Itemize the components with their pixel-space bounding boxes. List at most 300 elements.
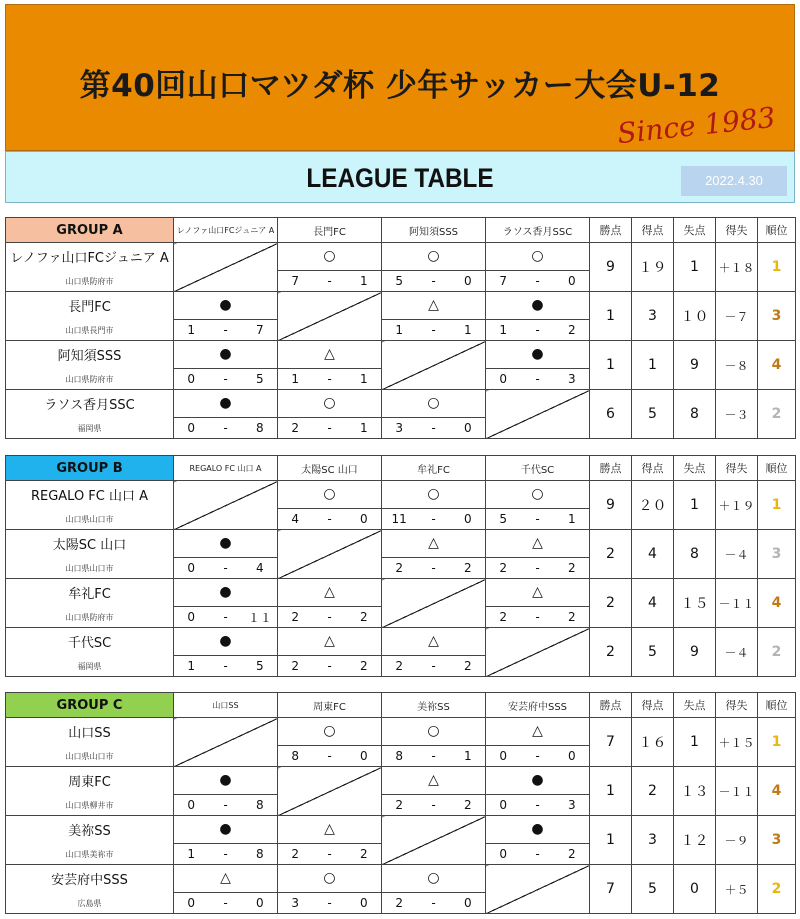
score-for: 2	[499, 561, 507, 575]
match-result-cell	[486, 718, 590, 767]
team-location: 山口県山口市	[65, 564, 114, 573]
score-dash: -	[223, 610, 228, 624]
match-result-cell	[382, 292, 486, 341]
points-value: 1	[590, 767, 632, 816]
rank-value: 2	[758, 628, 796, 677]
table-row	[6, 530, 796, 579]
result-mark: △	[324, 633, 335, 649]
score-against: 5	[256, 372, 264, 386]
score-dash: -	[535, 561, 540, 575]
points-value: 1	[590, 341, 632, 390]
goals-against-value: 0	[674, 865, 716, 914]
match-result-cell	[382, 628, 486, 677]
match-result-cell	[486, 816, 590, 865]
score-dash: -	[535, 749, 540, 763]
opponent-column-header: レノファ山口FCジュニア A	[174, 218, 278, 243]
score-dash: -	[327, 610, 332, 624]
score-for: 1	[291, 372, 299, 386]
match-score	[486, 557, 589, 578]
score-for: 0	[187, 421, 195, 435]
result-mark: ○	[427, 395, 440, 411]
match-score	[382, 794, 485, 815]
score-dash: -	[535, 847, 540, 861]
title-banner	[5, 4, 795, 151]
goals-for-value: 5	[632, 390, 674, 439]
score-against: 1	[568, 512, 576, 526]
match-score	[486, 794, 589, 815]
opponent-column-header: 阿知須SSS	[382, 218, 486, 243]
team-name: 山口SS	[68, 726, 111, 741]
match-result-cell	[382, 481, 486, 530]
goals-against-value: １２	[674, 816, 716, 865]
rank-value: 2	[758, 390, 796, 439]
opponent-column-header: 美祢SS	[382, 693, 486, 718]
score-for: 0	[187, 798, 195, 812]
self-match-cell	[174, 243, 278, 292]
score-for: 2	[291, 610, 299, 624]
match-score	[174, 606, 277, 627]
team-location: 山口県長門市	[65, 326, 114, 335]
team-name: 阿知須SSS	[57, 349, 122, 364]
stat-column-header: 順位	[758, 693, 796, 718]
score-dash: -	[223, 561, 228, 575]
score-dash: -	[327, 749, 332, 763]
score-dash: -	[431, 896, 436, 910]
points-value: 6	[590, 390, 632, 439]
score-against: 2	[568, 610, 576, 624]
result-mark: ○	[323, 248, 336, 264]
score-dash: -	[535, 323, 540, 337]
match-score	[278, 892, 381, 913]
group-table	[5, 217, 796, 439]
opponent-column-header: REGALO FC 山口 A	[174, 456, 278, 481]
score-for: 2	[395, 561, 403, 575]
score-dash: -	[327, 274, 332, 288]
score-for: 0	[499, 749, 507, 763]
score-for: 5	[395, 274, 403, 288]
score-against: 1	[464, 749, 472, 763]
score-against: １１	[247, 610, 272, 625]
score-for: 11	[391, 512, 407, 526]
match-result-cell	[174, 292, 278, 341]
match-result-cell	[382, 243, 486, 292]
league-table-bar	[5, 151, 795, 203]
match-score	[486, 843, 589, 864]
score-against: 0	[464, 421, 472, 435]
score-dash: -	[327, 896, 332, 910]
result-mark: △	[532, 535, 543, 551]
match-result-cell	[486, 341, 590, 390]
goals-against-value: １５	[674, 579, 716, 628]
score-for: 8	[395, 749, 403, 763]
match-result-cell	[174, 579, 278, 628]
score-against: 1	[360, 372, 368, 386]
score-against: 3	[568, 798, 576, 812]
result-mark: ○	[427, 723, 440, 739]
match-result-cell	[174, 628, 278, 677]
score-dash: -	[223, 896, 228, 910]
match-score	[278, 270, 381, 291]
score-against: 1	[360, 421, 368, 435]
match-result-cell	[174, 767, 278, 816]
result-mark: △	[428, 633, 439, 649]
match-score	[278, 843, 381, 864]
team-name: レノファ山口FCジュニア A	[10, 251, 169, 266]
score-against: 0	[568, 749, 576, 763]
team-name: 太陽SC 山口	[52, 538, 127, 553]
stat-column-header: 得失	[716, 456, 758, 481]
team-cell	[6, 390, 174, 439]
opponent-column-header: 千代SC	[486, 456, 590, 481]
score-dash: -	[327, 512, 332, 526]
match-score	[278, 655, 381, 676]
result-mark: ○	[427, 248, 440, 264]
self-match-cell	[486, 628, 590, 677]
score-dash: -	[535, 512, 540, 526]
self-match-cell	[382, 341, 486, 390]
match-score	[174, 794, 277, 815]
goals-for-value: １９	[632, 243, 674, 292]
stat-column-header: 順位	[758, 218, 796, 243]
goal-difference-value: －４	[716, 628, 758, 677]
score-dash: -	[223, 659, 228, 673]
tournament-title: 第40回山口マツダ杯 少年サッカー大会U-12	[79, 68, 721, 104]
result-mark: ●	[531, 297, 544, 313]
score-dash: -	[535, 610, 540, 624]
match-score	[174, 417, 277, 438]
self-match-cell	[382, 579, 486, 628]
team-cell	[6, 292, 174, 341]
score-dash: -	[327, 659, 332, 673]
match-score	[174, 557, 277, 578]
group-name: GROUP C	[6, 693, 174, 718]
score-against: 4	[256, 561, 264, 575]
match-score	[278, 606, 381, 627]
match-result-cell	[278, 628, 382, 677]
score-against: 2	[568, 847, 576, 861]
result-mark: ○	[531, 486, 544, 502]
match-result-cell	[486, 530, 590, 579]
score-against: 2	[464, 798, 472, 812]
result-mark: △	[428, 535, 439, 551]
match-score	[278, 368, 381, 389]
match-result-cell	[382, 767, 486, 816]
match-result-cell	[278, 865, 382, 914]
match-result-cell	[174, 865, 278, 914]
group-name: GROUP A	[6, 218, 174, 243]
score-for: 1	[187, 847, 195, 861]
rank-value: 1	[758, 481, 796, 530]
result-mark: ●	[531, 772, 544, 788]
score-against: 0	[360, 896, 368, 910]
team-location: 福岡県	[77, 662, 102, 671]
table-row	[6, 243, 796, 292]
match-score	[278, 745, 381, 766]
opponent-column-header: 山口SS	[174, 693, 278, 718]
result-mark: △	[324, 346, 335, 362]
match-score	[382, 745, 485, 766]
goals-against-value: 9	[674, 628, 716, 677]
self-match-cell	[382, 816, 486, 865]
stat-column-header: 得点	[632, 456, 674, 481]
match-score	[382, 417, 485, 438]
match-result-cell	[174, 390, 278, 439]
match-result-cell	[382, 865, 486, 914]
result-mark: ●	[219, 297, 232, 313]
match-result-cell	[486, 243, 590, 292]
result-mark: ●	[219, 821, 232, 837]
match-score	[486, 508, 589, 529]
score-dash: -	[431, 561, 436, 575]
result-mark: ○	[323, 723, 336, 739]
result-mark: △	[324, 584, 335, 600]
points-value: 1	[590, 292, 632, 341]
team-cell	[6, 865, 174, 914]
points-value: 7	[590, 718, 632, 767]
table-row	[6, 767, 796, 816]
score-for: 0	[187, 561, 195, 575]
stat-column-header: 得失	[716, 218, 758, 243]
score-for: 2	[395, 896, 403, 910]
score-dash: -	[431, 798, 436, 812]
score-for: 0	[187, 372, 195, 386]
score-against: 0	[464, 896, 472, 910]
result-mark: ●	[219, 395, 232, 411]
table-row	[6, 579, 796, 628]
group-table	[5, 455, 796, 677]
score-dash: -	[535, 798, 540, 812]
self-match-cell	[486, 865, 590, 914]
score-dash: -	[431, 749, 436, 763]
rank-value: 1	[758, 718, 796, 767]
result-mark: △	[428, 297, 439, 313]
match-score	[486, 270, 589, 291]
result-mark: △	[428, 772, 439, 788]
score-dash: -	[535, 372, 540, 386]
score-for: 3	[291, 896, 299, 910]
score-for: 2	[499, 610, 507, 624]
match-score	[174, 655, 277, 676]
team-cell	[6, 579, 174, 628]
rank-value: 3	[758, 530, 796, 579]
stat-column-header: 勝点	[590, 456, 632, 481]
match-score	[174, 892, 277, 913]
score-dash: -	[431, 421, 436, 435]
score-against: 8	[256, 798, 264, 812]
match-result-cell	[278, 243, 382, 292]
score-dash: -	[327, 847, 332, 861]
group-table	[5, 692, 796, 914]
match-result-cell	[278, 816, 382, 865]
goal-difference-value: －９	[716, 816, 758, 865]
team-cell	[6, 530, 174, 579]
team-name: 安芸府中SSS	[51, 873, 128, 888]
team-name: ラソス香月SSC	[44, 398, 135, 413]
score-dash: -	[431, 274, 436, 288]
score-dash: -	[431, 659, 436, 673]
goal-difference-value: －１１	[716, 579, 758, 628]
team-cell	[6, 767, 174, 816]
team-location: 山口県防府市	[65, 277, 114, 286]
team-name: 長門FC	[68, 300, 111, 315]
score-for: 0	[499, 798, 507, 812]
score-dash: -	[327, 421, 332, 435]
goals-for-value: ２０	[632, 481, 674, 530]
date-badge: 2022.4.30	[681, 166, 787, 196]
match-result-cell	[486, 481, 590, 530]
match-result-cell	[174, 816, 278, 865]
score-against: 2	[360, 659, 368, 673]
self-match-cell	[278, 292, 382, 341]
match-score	[382, 319, 485, 340]
points-value: 9	[590, 481, 632, 530]
rank-value: 4	[758, 341, 796, 390]
points-value: 2	[590, 628, 632, 677]
team-cell	[6, 816, 174, 865]
goal-difference-value: －７	[716, 292, 758, 341]
score-for: 0	[499, 847, 507, 861]
score-dash: -	[431, 512, 436, 526]
match-result-cell	[486, 767, 590, 816]
result-mark: △	[532, 584, 543, 600]
team-location: 山口県山口市	[65, 515, 114, 524]
goals-for-value: 1	[632, 341, 674, 390]
result-mark: ●	[219, 346, 232, 362]
result-mark: ○	[323, 486, 336, 502]
score-for: 2	[395, 659, 403, 673]
goals-against-value: 8	[674, 530, 716, 579]
team-name: 周東FC	[68, 775, 111, 790]
table-row	[6, 341, 796, 390]
score-for: 1	[499, 323, 507, 337]
match-result-cell	[278, 718, 382, 767]
match-score	[486, 319, 589, 340]
match-score	[278, 417, 381, 438]
goals-for-value: 3	[632, 292, 674, 341]
result-mark: △	[220, 870, 231, 886]
match-result-cell	[382, 390, 486, 439]
score-against: 0	[464, 512, 472, 526]
team-cell	[6, 243, 174, 292]
score-against: 2	[360, 610, 368, 624]
result-mark: ○	[531, 248, 544, 264]
goal-difference-value: －４	[716, 530, 758, 579]
score-for: 0	[499, 372, 507, 386]
score-dash: -	[223, 798, 228, 812]
goals-against-value: 1	[674, 481, 716, 530]
team-cell	[6, 718, 174, 767]
rank-value: 1	[758, 243, 796, 292]
goal-difference-value: ＋１８	[716, 243, 758, 292]
team-cell	[6, 481, 174, 530]
score-for: 0	[187, 896, 195, 910]
score-against: 7	[256, 323, 264, 337]
score-dash: -	[431, 323, 436, 337]
table-row	[6, 816, 796, 865]
rank-value: 3	[758, 292, 796, 341]
match-result-cell	[486, 292, 590, 341]
result-mark: ●	[219, 772, 232, 788]
team-location: 山口県山口市	[65, 752, 114, 761]
goals-against-value: １０	[674, 292, 716, 341]
table-row	[6, 628, 796, 677]
goal-difference-value: ＋５	[716, 865, 758, 914]
team-name: 牟礼FC	[68, 587, 111, 602]
score-against: 0	[256, 896, 264, 910]
goals-against-value: 1	[674, 243, 716, 292]
score-for: 1	[187, 659, 195, 673]
score-against: 8	[256, 421, 264, 435]
team-name: 美祢SS	[68, 824, 111, 839]
points-value: 7	[590, 865, 632, 914]
self-match-cell	[174, 718, 278, 767]
team-location: 山口県美祢市	[65, 850, 114, 859]
result-mark: ○	[427, 486, 440, 502]
stat-column-header: 得点	[632, 218, 674, 243]
points-value: 1	[590, 816, 632, 865]
goals-against-value: 8	[674, 390, 716, 439]
rank-value: 4	[758, 579, 796, 628]
goals-for-value: 2	[632, 767, 674, 816]
stat-column-header: 失点	[674, 693, 716, 718]
result-mark: △	[324, 821, 335, 837]
score-for: 4	[291, 512, 299, 526]
result-mark: ○	[323, 870, 336, 886]
self-match-cell	[278, 767, 382, 816]
score-dash: -	[535, 274, 540, 288]
table-row	[6, 718, 796, 767]
score-for: 2	[291, 659, 299, 673]
self-match-cell	[174, 481, 278, 530]
result-mark: ○	[323, 395, 336, 411]
match-result-cell	[278, 481, 382, 530]
stat-column-header: 順位	[758, 456, 796, 481]
table-row	[6, 292, 796, 341]
match-score	[382, 508, 485, 529]
score-for: 1	[395, 323, 403, 337]
opponent-column-header: 牟礼FC	[382, 456, 486, 481]
opponent-column-header: 太陽SC 山口	[278, 456, 382, 481]
score-against: 0	[360, 749, 368, 763]
group-name: GROUP B	[6, 456, 174, 481]
table-row	[6, 390, 796, 439]
stat-column-header: 得失	[716, 693, 758, 718]
goals-for-value: １６	[632, 718, 674, 767]
score-dash: -	[327, 372, 332, 386]
team-cell	[6, 628, 174, 677]
score-for: 5	[499, 512, 507, 526]
score-dash: -	[223, 421, 228, 435]
goal-difference-value: －３	[716, 390, 758, 439]
score-against: 8	[256, 847, 264, 861]
score-for: 2	[291, 421, 299, 435]
goal-difference-value: ＋１９	[716, 481, 758, 530]
goal-difference-value: －８	[716, 341, 758, 390]
result-mark: ●	[531, 346, 544, 362]
goals-against-value: １３	[674, 767, 716, 816]
result-mark: ●	[219, 633, 232, 649]
table-row	[6, 481, 796, 530]
match-score	[486, 606, 589, 627]
match-score	[382, 655, 485, 676]
score-against: 2	[464, 659, 472, 673]
score-dash: -	[223, 847, 228, 861]
match-score	[278, 508, 381, 529]
match-score	[486, 368, 589, 389]
match-score	[382, 270, 485, 291]
result-mark: ●	[219, 535, 232, 551]
rank-value: 4	[758, 767, 796, 816]
